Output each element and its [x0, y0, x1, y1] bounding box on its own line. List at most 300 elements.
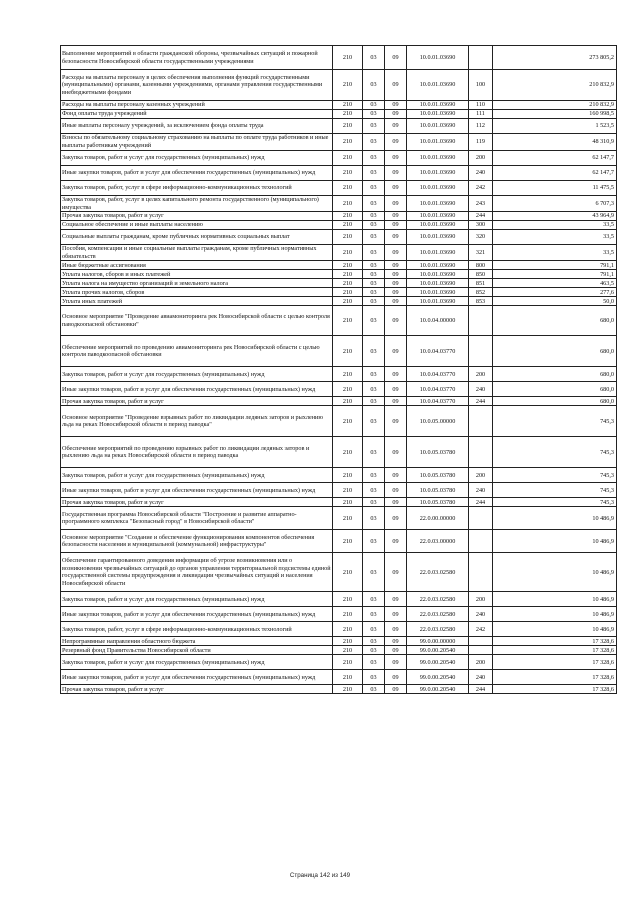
row-target-article: 10.0.01.03690: [407, 151, 469, 166]
row-amount: 62 147,7: [493, 166, 617, 181]
row-amount: 680,0: [493, 306, 617, 336]
row-amount: 10 486,9: [493, 530, 617, 553]
row-section: 03: [363, 637, 385, 646]
row-name: Расходы на выплаты персоналу в целях обеспечения выполнения функций государственными (муниципальными) органами, казенными учреждениями, органами управления государственными внебюджетными фондами: [61, 70, 333, 101]
row-org-code: 210: [333, 382, 363, 397]
row-expense-type: [469, 646, 493, 655]
row-amount: 10 486,9: [493, 622, 617, 637]
row-amount: 680,0: [493, 397, 617, 406]
row-section: 03: [363, 261, 385, 270]
table-row: [61, 196, 617, 212]
row-name: Закупка товаров, работ и услуг для государственных (муниципальных) нужд: [61, 468, 333, 483]
table-row: [61, 498, 617, 507]
row-section: 03: [363, 553, 385, 592]
table-row: [61, 270, 617, 279]
row-target-article: 10.0.01.03690: [407, 181, 469, 196]
row-name: Закупка товаров, работ, услуг в целях капитального ремонта государственного (муниципального) имущества: [61, 196, 333, 212]
row-org-code: 210: [333, 607, 363, 622]
row-subsection: 09: [385, 221, 407, 230]
row-subsection: 09: [385, 119, 407, 134]
table-row: [61, 261, 617, 270]
row-target-article: 22.0.03.02580: [407, 622, 469, 637]
row-subsection: 09: [385, 437, 407, 468]
row-name: Социальное обеспечение и иные выплаты населению: [61, 221, 333, 230]
table-row: [61, 655, 617, 670]
table-row: [61, 288, 617, 297]
row-org-code: 210: [333, 483, 363, 498]
row-section: 03: [363, 110, 385, 119]
table-row: [61, 166, 617, 181]
row-section: 03: [363, 592, 385, 607]
table-row: [61, 468, 617, 483]
row-section: 03: [363, 468, 385, 483]
row-target-article: 10.0.04.03770: [407, 382, 469, 397]
row-subsection: 09: [385, 70, 407, 101]
row-target-article: 10.0.01.03690: [407, 297, 469, 306]
row-expense-type: [469, 46, 493, 70]
row-amount: 48 310,9: [493, 134, 617, 151]
row-org-code: 210: [333, 196, 363, 212]
row-org-code: 210: [333, 592, 363, 607]
row-name: Уплата иных платежей: [61, 297, 333, 306]
row-target-article: 10.0.01.03690: [407, 230, 469, 245]
table-row: [61, 279, 617, 288]
row-section: 03: [363, 498, 385, 507]
row-amount: 277,6: [493, 288, 617, 297]
row-amount: 43 964,9: [493, 212, 617, 221]
row-section: 03: [363, 101, 385, 110]
row-amount: 33,5: [493, 230, 617, 245]
table-row: [61, 437, 617, 468]
row-section: 03: [363, 181, 385, 196]
row-amount: 17 328,6: [493, 637, 617, 646]
table-row: [61, 397, 617, 406]
row-target-article: 22.0.03.00000: [407, 530, 469, 553]
row-org-code: 210: [333, 498, 363, 507]
row-name: Иные бюджетные ассигнования: [61, 261, 333, 270]
row-amount: 210 832,9: [493, 101, 617, 110]
row-org-code: 210: [333, 367, 363, 382]
row-name: Иные выплаты персоналу учреждений, за исключением фонда оплаты труда: [61, 119, 333, 134]
row-target-article: 10.0.01.03690: [407, 279, 469, 288]
budget-table-container: [60, 45, 616, 694]
table-row: [61, 151, 617, 166]
table-row: [61, 530, 617, 553]
row-target-article: 10.0.05.03780: [407, 437, 469, 468]
table-row: [61, 221, 617, 230]
row-org-code: 210: [333, 245, 363, 261]
row-section: 03: [363, 646, 385, 655]
row-subsection: 09: [385, 212, 407, 221]
row-expense-type: 200: [469, 367, 493, 382]
row-expense-type: 240: [469, 670, 493, 685]
table-row: [61, 592, 617, 607]
row-org-code: 210: [333, 468, 363, 483]
row-target-article: 99.0.00.00000: [407, 637, 469, 646]
row-org-code: 210: [333, 655, 363, 670]
row-section: 03: [363, 279, 385, 288]
row-amount: 160 998,5: [493, 110, 617, 119]
table-row: [61, 46, 617, 70]
row-org-code: 210: [333, 110, 363, 119]
row-expense-type: [469, 406, 493, 437]
table-row: [61, 367, 617, 382]
row-subsection: 09: [385, 592, 407, 607]
row-expense-type: [469, 437, 493, 468]
row-section: 03: [363, 397, 385, 406]
row-org-code: 210: [333, 670, 363, 685]
row-section: 03: [363, 288, 385, 297]
row-org-code: 210: [333, 101, 363, 110]
row-subsection: 09: [385, 134, 407, 151]
row-amount: 791,1: [493, 261, 617, 270]
row-section: 03: [363, 336, 385, 367]
table-row: [61, 181, 617, 196]
row-subsection: 09: [385, 166, 407, 181]
row-section: 03: [363, 306, 385, 336]
row-amount: 50,0: [493, 297, 617, 306]
row-target-article: 10.0.05.03780: [407, 468, 469, 483]
row-amount: 745,3: [493, 406, 617, 437]
row-section: 03: [363, 655, 385, 670]
row-org-code: 210: [333, 306, 363, 336]
table-row: [61, 406, 617, 437]
row-name: Основное мероприятие "Проведение взрывных работ по ликвидации ледяных заторов и рыхлению льда на реках Новосибирской области в период паводка": [61, 406, 333, 437]
row-target-article: 10.0.01.03690: [407, 119, 469, 134]
row-amount: 680,0: [493, 336, 617, 367]
row-name: Иные закупки товаров, работ и услуг для обеспечения государственных (муниципальных) нужд: [61, 483, 333, 498]
row-section: 03: [363, 607, 385, 622]
row-section: 03: [363, 406, 385, 437]
row-subsection: 09: [385, 270, 407, 279]
row-amount: 680,0: [493, 382, 617, 397]
row-target-article: 10.0.04.03770: [407, 336, 469, 367]
row-section: 03: [363, 151, 385, 166]
row-org-code: 210: [333, 297, 363, 306]
row-name: Закупка товаров, работ, услуг в сфере информационно-коммуникационных технологий: [61, 622, 333, 637]
table-row: [61, 646, 617, 655]
row-expense-type: 244: [469, 212, 493, 221]
row-name: Закупка товаров, работ, услуг в сфере информационно-коммуникационных технологий: [61, 181, 333, 196]
row-org-code: 210: [333, 270, 363, 279]
row-org-code: 210: [333, 397, 363, 406]
row-subsection: 09: [385, 288, 407, 297]
row-subsection: 09: [385, 297, 407, 306]
row-amount: 10 486,9: [493, 507, 617, 530]
row-org-code: 210: [333, 530, 363, 553]
row-target-article: 99.0.00.20540: [407, 646, 469, 655]
row-org-code: 210: [333, 134, 363, 151]
row-expense-type: 100: [469, 70, 493, 101]
row-section: 03: [363, 367, 385, 382]
row-target-article: 10.0.01.03690: [407, 110, 469, 119]
row-name: Основное мероприятие "Создание и обеспечение функционирования компонентов обеспечения безопасности населения и муниципальной (коммунальной) инфраструктуры": [61, 530, 333, 553]
row-name: Выполнение мероприятий в области гражданской обороны, чрезвычайных ситуаций и пожарной безопасности Новосибирской области государственными учреждениями: [61, 46, 333, 70]
row-name: Уплата налога на имущество организаций и земельного налога: [61, 279, 333, 288]
row-section: 03: [363, 297, 385, 306]
table-row: [61, 101, 617, 110]
row-amount: 10 486,9: [493, 607, 617, 622]
row-target-article: 10.0.01.03690: [407, 245, 469, 261]
table-row: [61, 607, 617, 622]
row-amount: 463,5: [493, 279, 617, 288]
row-subsection: 09: [385, 507, 407, 530]
row-name: Прочая закупка товаров, работ и услуг: [61, 212, 333, 221]
row-expense-type: 111: [469, 110, 493, 119]
row-subsection: 09: [385, 622, 407, 637]
row-subsection: 09: [385, 306, 407, 336]
row-amount: 680,0: [493, 367, 617, 382]
table-row: [61, 230, 617, 245]
row-target-article: 22.0.03.02580: [407, 592, 469, 607]
row-org-code: 210: [333, 553, 363, 592]
row-expense-type: 112: [469, 119, 493, 134]
row-org-code: 210: [333, 166, 363, 181]
row-expense-type: [469, 637, 493, 646]
row-org-code: 210: [333, 261, 363, 270]
row-expense-type: 240: [469, 166, 493, 181]
row-target-article: 10.0.01.03690: [407, 261, 469, 270]
row-name: Расходы на выплаты персоналу казенных учреждений: [61, 101, 333, 110]
row-org-code: 210: [333, 637, 363, 646]
row-subsection: 09: [385, 646, 407, 655]
row-name: Уплата прочих налогов, сборов: [61, 288, 333, 297]
row-org-code: 210: [333, 646, 363, 655]
row-target-article: 22.0.03.02580: [407, 553, 469, 592]
row-org-code: 210: [333, 406, 363, 437]
row-subsection: 09: [385, 406, 407, 437]
row-org-code: 210: [333, 230, 363, 245]
table-row: [61, 382, 617, 397]
row-target-article: 22.0.00.00000: [407, 507, 469, 530]
row-name: Иные закупки товаров, работ и услуг для обеспечения государственных (муниципальных) нужд: [61, 166, 333, 181]
row-section: 03: [363, 530, 385, 553]
row-subsection: 09: [385, 261, 407, 270]
row-name: Обеспечение мероприятий по проведению взрывных работ по ликвидации ледяных заторов и рыхлению льда на реках Новосибирской области в период паводка: [61, 437, 333, 468]
row-org-code: 210: [333, 221, 363, 230]
row-target-article: 10.0.04.03770: [407, 367, 469, 382]
row-amount: 745,3: [493, 437, 617, 468]
row-section: 03: [363, 196, 385, 212]
row-org-code: 210: [333, 507, 363, 530]
row-subsection: 09: [385, 468, 407, 483]
row-subsection: 09: [385, 110, 407, 119]
row-org-code: 210: [333, 46, 363, 70]
row-name: Непрограммные направления областного бюджета: [61, 637, 333, 646]
row-expense-type: 240: [469, 483, 493, 498]
row-target-article: 10.0.04.00000: [407, 306, 469, 336]
row-section: 03: [363, 119, 385, 134]
row-section: 03: [363, 134, 385, 151]
row-expense-type: 242: [469, 622, 493, 637]
row-section: 03: [363, 70, 385, 101]
budget-table-body: [61, 46, 617, 694]
row-expense-type: [469, 336, 493, 367]
row-expense-type: [469, 553, 493, 592]
table-row: [61, 119, 617, 134]
row-expense-type: 240: [469, 382, 493, 397]
row-expense-type: 110: [469, 101, 493, 110]
row-expense-type: [469, 507, 493, 530]
row-subsection: 09: [385, 336, 407, 367]
table-row: [61, 637, 617, 646]
row-amount: 17 328,6: [493, 685, 617, 694]
row-subsection: 09: [385, 279, 407, 288]
row-expense-type: 321: [469, 245, 493, 261]
row-org-code: 210: [333, 336, 363, 367]
row-subsection: 09: [385, 151, 407, 166]
table-row: [61, 336, 617, 367]
row-name: Закупка товаров, работ и услуг для государственных (муниципальных) нужд: [61, 367, 333, 382]
table-row: [61, 670, 617, 685]
row-subsection: 09: [385, 181, 407, 196]
row-target-article: 10.0.01.03690: [407, 196, 469, 212]
row-section: 03: [363, 382, 385, 397]
row-expense-type: [469, 306, 493, 336]
row-section: 03: [363, 230, 385, 245]
row-amount: 745,3: [493, 498, 617, 507]
row-org-code: 210: [333, 437, 363, 468]
row-target-article: 10.0.01.03690: [407, 288, 469, 297]
row-name: Иные закупки товаров, работ и услуг для обеспечения государственных (муниципальных) нужд: [61, 382, 333, 397]
row-name: Прочая закупка товаров, работ и услуг: [61, 685, 333, 694]
row-name: Взносы по обязательному социальному страхованию на выплаты по оплате труда работников и иные выплаты работникам учреждений: [61, 134, 333, 151]
row-subsection: 09: [385, 245, 407, 261]
row-expense-type: 853: [469, 297, 493, 306]
row-amount: 17 328,6: [493, 646, 617, 655]
row-name: Прочая закупка товаров, работ и услуг: [61, 498, 333, 507]
row-subsection: 09: [385, 101, 407, 110]
row-amount: 62 147,7: [493, 151, 617, 166]
row-subsection: 09: [385, 637, 407, 646]
row-expense-type: 300: [469, 221, 493, 230]
row-expense-type: 240: [469, 607, 493, 622]
row-expense-type: 852: [469, 288, 493, 297]
row-name: Иные закупки товаров, работ и услуг для обеспечения государственных (муниципальных) нужд: [61, 670, 333, 685]
row-amount: 791,1: [493, 270, 617, 279]
row-org-code: 210: [333, 212, 363, 221]
row-amount: 210 832,9: [493, 70, 617, 101]
row-target-article: 10.0.01.03690: [407, 70, 469, 101]
row-amount: 745,3: [493, 468, 617, 483]
row-amount: 11 475,5: [493, 181, 617, 196]
row-target-article: 99.0.00.20540: [407, 670, 469, 685]
row-target-article: 99.0.00.20540: [407, 685, 469, 694]
table-row: [61, 483, 617, 498]
table-row: [61, 622, 617, 637]
table-row: [61, 685, 617, 694]
row-section: 03: [363, 221, 385, 230]
page-number: Страница 142 из 149: [289, 872, 351, 879]
row-target-article: 10.0.01.03690: [407, 221, 469, 230]
row-target-article: 10.0.04.03770: [407, 397, 469, 406]
row-target-article: 10.0.05.03780: [407, 498, 469, 507]
row-expense-type: 200: [469, 592, 493, 607]
row-name: Уплата налогов, сборов и иных платежей: [61, 270, 333, 279]
table-row: [61, 507, 617, 530]
table-row: [61, 553, 617, 592]
row-expense-type: 244: [469, 397, 493, 406]
row-org-code: 210: [333, 70, 363, 101]
row-subsection: 09: [385, 670, 407, 685]
row-amount: 745,3: [493, 483, 617, 498]
row-amount: 17 328,6: [493, 655, 617, 670]
row-section: 03: [363, 507, 385, 530]
row-target-article: 10.0.01.03690: [407, 134, 469, 151]
row-name: Пособия, компенсации и иные социальные выплаты гражданам, кроме публичных нормативных обязательств: [61, 245, 333, 261]
row-section: 03: [363, 245, 385, 261]
table-row: [61, 134, 617, 151]
row-subsection: 09: [385, 498, 407, 507]
row-section: 03: [363, 437, 385, 468]
row-expense-type: 244: [469, 498, 493, 507]
row-section: 03: [363, 166, 385, 181]
row-target-article: 99.0.00.20540: [407, 655, 469, 670]
row-target-article: 10.0.01.03690: [407, 46, 469, 70]
row-expense-type: 200: [469, 655, 493, 670]
row-name: Закупка товаров, работ и услуг для государственных (муниципальных) нужд: [61, 151, 333, 166]
row-section: 03: [363, 270, 385, 279]
row-name: Обеспечение гарантированного доведения информации об угрозе возникновения или о возникновении чрезвычайных ситуаций до органов управления территориальной подсистемы единой государственной системы предупреждения и ликвидации чрезвычайных ситуаций и населения Новосибирской области: [61, 553, 333, 592]
row-amount: 33,5: [493, 245, 617, 261]
row-name: Обеспечение мероприятий по проведению авиамониторинга рек Новосибирской области с целью контроля паводкоопасной обстановки: [61, 336, 333, 367]
row-target-article: 22.0.03.02580: [407, 607, 469, 622]
row-amount: 10 486,9: [493, 553, 617, 592]
row-section: 03: [363, 670, 385, 685]
row-org-code: 210: [333, 119, 363, 134]
row-amount: 1 523,5: [493, 119, 617, 134]
row-amount: 6 707,3: [493, 196, 617, 212]
row-org-code: 210: [333, 279, 363, 288]
row-org-code: 210: [333, 288, 363, 297]
row-amount: 273 805,2: [493, 46, 617, 70]
row-name: Фонд оплаты труда учреждений: [61, 110, 333, 119]
row-org-code: 210: [333, 151, 363, 166]
row-name: Прочая закупка товаров, работ и услуг: [61, 397, 333, 406]
table-row: [61, 245, 617, 261]
row-expense-type: 851: [469, 279, 493, 288]
row-subsection: 09: [385, 367, 407, 382]
row-subsection: 09: [385, 607, 407, 622]
row-subsection: 09: [385, 685, 407, 694]
row-target-article: 10.0.05.03780: [407, 483, 469, 498]
row-name: Государственная программа Новосибирской области "Построение и развитие аппаратно-программного комплекса "Безопасный город" в Новосибирской области": [61, 507, 333, 530]
row-target-article: 10.0.01.03690: [407, 166, 469, 181]
row-expense-type: 200: [469, 468, 493, 483]
row-subsection: 09: [385, 483, 407, 498]
row-name: Социальные выплаты гражданам, кроме публичных нормативных социальных выплат: [61, 230, 333, 245]
row-name: Закупка товаров, работ и услуг для государственных (муниципальных) нужд: [61, 592, 333, 607]
row-subsection: 09: [385, 46, 407, 70]
row-expense-type: 320: [469, 230, 493, 245]
row-target-article: 10.0.01.03690: [407, 212, 469, 221]
row-subsection: 09: [385, 382, 407, 397]
row-org-code: 210: [333, 685, 363, 694]
row-amount: 17 328,6: [493, 670, 617, 685]
row-section: 03: [363, 622, 385, 637]
row-org-code: 210: [333, 622, 363, 637]
row-amount: 10 486,9: [493, 592, 617, 607]
row-section: 03: [363, 483, 385, 498]
row-expense-type: 244: [469, 685, 493, 694]
row-expense-type: 800: [469, 261, 493, 270]
row-subsection: 09: [385, 397, 407, 406]
row-target-article: 10.0.05.00000: [407, 406, 469, 437]
table-row: [61, 110, 617, 119]
row-target-article: 10.0.01.03690: [407, 270, 469, 279]
row-target-article: 10.0.01.03690: [407, 101, 469, 110]
row-name: Резервный фонд Правительства Новосибирской области: [61, 646, 333, 655]
